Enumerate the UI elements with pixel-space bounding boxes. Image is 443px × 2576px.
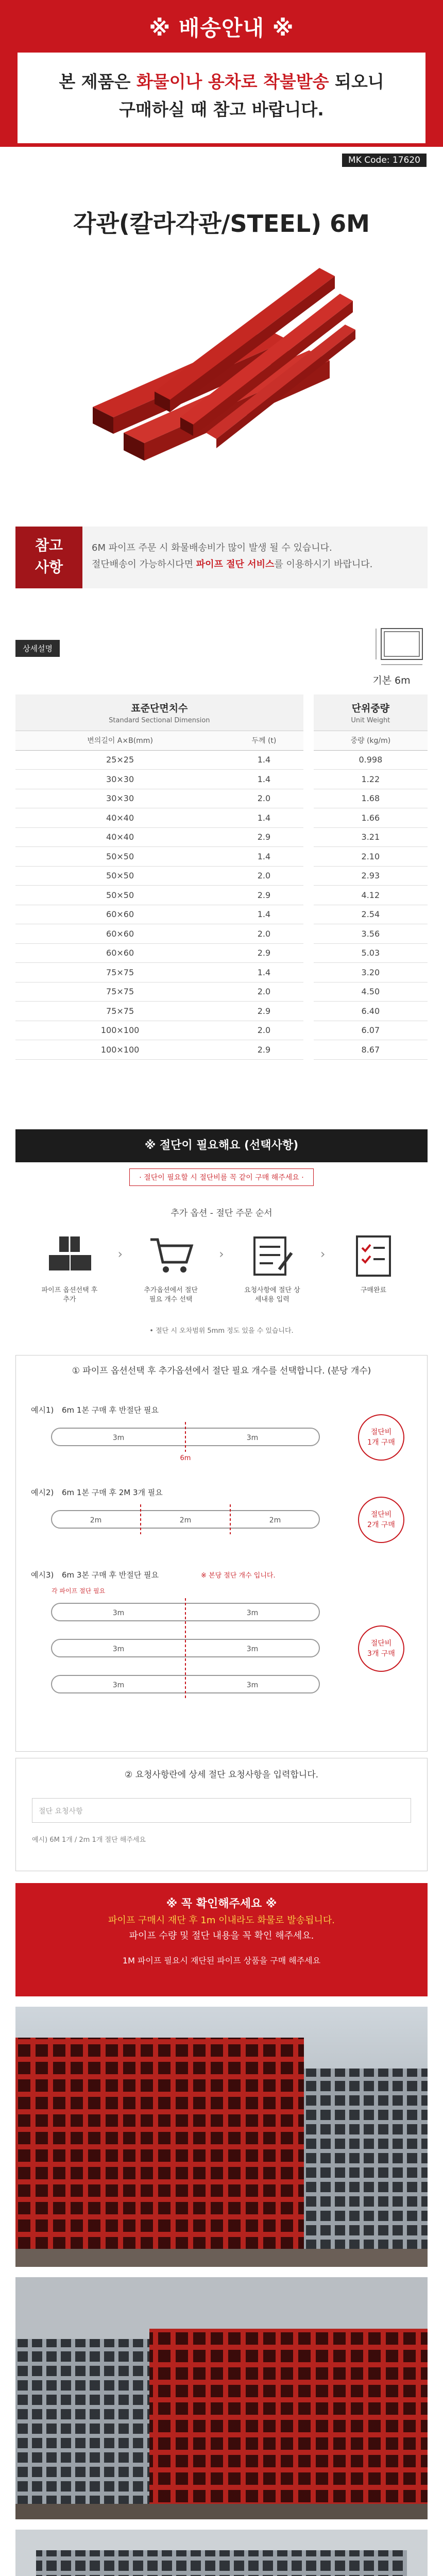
order-steps: [41, 1232, 402, 1315]
ex2-label: 예시2): [31, 1488, 54, 1497]
ex3-side: 각 파이프 절단 필요: [52, 1587, 106, 1595]
spec-size-cell: 40×40: [15, 827, 225, 847]
spec-row: [15, 750, 428, 770]
spec-weight-cell: 3.21: [314, 827, 428, 847]
mk-code-badge: MK Code: 17620: [342, 154, 427, 167]
ex2-badge-l1: 절단비: [370, 1511, 392, 1519]
spec-weight-cell: 3.56: [314, 924, 428, 944]
step-1: [41, 1232, 98, 1315]
spec-thickness-cell: 1.4: [225, 963, 303, 982]
ex3-badge: [359, 1626, 404, 1671]
ex1-seg2: 3m: [246, 1434, 259, 1442]
spec-weight-cell: 3.20: [314, 963, 428, 982]
ex3-text: 6m 3본 구매 후 반절단 필요: [62, 1570, 159, 1580]
warehouse-photo-2: [15, 2277, 428, 2519]
spec-weight-cell: 1.68: [314, 789, 428, 808]
spec-sub-size: 변의길이 A×B(mm): [15, 731, 225, 750]
shipping-notice-line2: 구매하실 때 참고 바랍니다.: [119, 99, 324, 120]
shipping-notice-box: [18, 53, 425, 143]
cross-section-diagram: [366, 623, 428, 670]
spec-row: [15, 963, 428, 982]
spec-sub-thickness: 두께 (t): [225, 731, 303, 750]
notice-highlight: 화물이나 용차로 착불발송: [136, 72, 329, 92]
step-2-text: 추가옵션에서 절단필요 개수 선택: [144, 1286, 198, 1303]
ex3-seg: 3m: [246, 1645, 259, 1653]
spec-thickness-cell: 1.4: [225, 847, 303, 867]
spec-weight-cell: 8.67: [314, 1040, 428, 1060]
spec-weight-cell: 2.93: [314, 866, 428, 886]
spec-weight-cell: 5.03: [314, 943, 428, 963]
ex3-badge-l1: 절단비: [370, 1639, 392, 1648]
spec-size-cell: 100×100: [15, 1040, 225, 1060]
spec-thickness-cell: 2.9: [225, 1040, 303, 1060]
reference-line2: [92, 556, 428, 573]
spec-head-dimension: 표준단면치수 Standard Sectional Dimension: [15, 694, 303, 731]
shipping-notice-title: ※ 배송안내 ※: [149, 15, 294, 41]
ex1-badge-l1: 절단비: [370, 1428, 392, 1436]
cutting-example-diagram: [31, 1397, 422, 1732]
warning-line2: 파이프 수량 및 절단 내용을 꼭 확인 해주세요.: [129, 1930, 314, 1941]
reference-label: [15, 527, 82, 588]
spec-head-weight: 단위중량 Unit Weight: [314, 694, 428, 731]
spec-row: [15, 847, 428, 867]
checklist-icon: [349, 1232, 398, 1279]
ex3-seg: 3m: [246, 1681, 259, 1689]
spec-size-cell: 50×50: [15, 847, 225, 867]
request-hint: 예시) 6M 1개 / 2m 1개 절단 해주세요: [32, 1836, 146, 1844]
detail-badge: 상세설명: [15, 640, 60, 657]
ex2-seg2: 2m: [179, 1516, 192, 1524]
shipping-notice-line1: [18, 68, 425, 96]
spec-size-cell: 30×30: [15, 789, 225, 808]
spec-row: [15, 808, 428, 828]
spec-subheader-row: [15, 731, 428, 750]
reference-label-line1: 참고: [35, 537, 63, 554]
steps-note: • 절단 시 오차범위 5mm 정도 있을 수 있습니다.: [149, 1327, 294, 1335]
spec-weight-cell: 1.22: [314, 770, 428, 789]
ex2-badge: [359, 1497, 404, 1543]
cutting-banner: ※ 절단이 필요해요 (선택사항): [15, 1129, 428, 1162]
spec-thickness-cell: 1.4: [225, 750, 303, 770]
step-3: [244, 1232, 300, 1315]
warning-title: ※ 꼭 확인해주세요 ※: [166, 1897, 277, 1910]
step-4-text: 구매완료: [360, 1286, 387, 1294]
spec-sub-weight: 중량 (kg/m): [314, 731, 428, 750]
cutting-sub: [0, 1168, 443, 1186]
spec-row: [15, 1040, 428, 1060]
step-1-text: 파이프 옵션선택 후 추가: [41, 1286, 98, 1303]
ex1-badge: [359, 1415, 404, 1460]
spec-table: [15, 694, 428, 1060]
request-title: ② 요청사항란에 상세 절단 요청사항을 입력합니다.: [124, 1770, 319, 1780]
spec-weight-cell: 2.54: [314, 905, 428, 924]
spec-size-cell: 25×25: [15, 750, 225, 770]
ex3-note: ※ 본당 절단 개수 입니다.: [201, 1572, 276, 1580]
spec-row: [15, 905, 428, 924]
ex3-seg: 3m: [112, 1681, 125, 1689]
spec-row: [15, 827, 428, 847]
ex1-label: 예시1): [31, 1405, 54, 1415]
spec-thickness-cell: 2.0: [225, 866, 303, 886]
step-3-text: 요청사항에 절단 상세내용 입력: [244, 1286, 300, 1303]
reference-line2-a: 절단배송이 가능하시다면: [92, 559, 196, 570]
ex1-text: 6m 1본 구매 후 반절단 필요: [62, 1405, 159, 1415]
spec-row: [15, 982, 428, 1002]
steps-title: 추가 옵션 - 절단 주문 순서: [171, 1208, 272, 1218]
ex1-badge-l2: 1개 구매: [367, 1438, 395, 1447]
spec-size-cell: 60×60: [15, 924, 225, 944]
spec-weight-cell: 0.998: [314, 750, 428, 770]
spec-size-cell: 50×50: [15, 866, 225, 886]
reference-note: [15, 527, 428, 588]
reference-line1: 6M 파이프 주문 시 화물배송비가 많이 발생 될 수 있습니다.: [92, 543, 332, 553]
spec-size-cell: 50×50: [15, 886, 225, 905]
spec-thickness-cell: 1.4: [225, 770, 303, 789]
ex3-badge-l2: 3개 구매: [367, 1650, 395, 1658]
spec-weight-cell: 2.10: [314, 847, 428, 867]
warning-line1: 파이프 구매시 재단 후 1m 이내라도 화물로 발송됩니다.: [108, 1915, 335, 1926]
diagram-caption: 기본 6m: [372, 675, 411, 686]
spec-row: [15, 1002, 428, 1021]
spec-thickness-cell: 2.9: [225, 1002, 303, 1021]
spec-size-cell: 60×60: [15, 905, 225, 924]
ex1-cut-mark: 6m: [180, 1454, 191, 1462]
ex3-pipes: [52, 1598, 319, 1699]
arrow-icon: ›: [117, 1247, 123, 1261]
spec-size-cell: 30×30: [15, 770, 225, 789]
spec-weight-cell: 4.12: [314, 886, 428, 905]
ex2-text: 6m 1본 구매 후 2M 3개 필요: [62, 1488, 163, 1497]
spec-row: [15, 866, 428, 886]
cutting-example-title: ① 파이프 옵션선택 후 추가옵션에서 절단 필요 개수를 선택합니다. (분당 개수): [72, 1366, 371, 1376]
spec-thickness-cell: 2.9: [225, 827, 303, 847]
warehouse-photo-3: [15, 2530, 428, 2576]
ex3-label: 예시3): [31, 1570, 54, 1580]
reference-line2-red: 파이프 절단 서비스: [196, 559, 275, 570]
reference-body: [82, 527, 428, 588]
shipping-notice: [0, 0, 443, 147]
ex2-seg3: 2m: [269, 1516, 281, 1524]
reference-line2-b: 를 이용하시기 바랍니다.: [274, 559, 373, 570]
request-input[interactable]: 절단 요청사항: [32, 1798, 411, 1823]
spec-thickness-cell: 2.9: [225, 943, 303, 963]
spec-row: [15, 789, 428, 808]
spec-row: [15, 943, 428, 963]
cutting-sub-text: · 절단이 필요할 시 절단비를 꼭 같이 구매 해주세요 ·: [129, 1168, 313, 1186]
warning-box: [15, 1883, 428, 1996]
ex1-seg1: 3m: [112, 1434, 125, 1442]
spec-size-cell: 75×75: [15, 982, 225, 1002]
step-4: [345, 1232, 402, 1315]
spec-thickness-cell: 1.4: [225, 808, 303, 828]
spec-weight-cell: 4.50: [314, 982, 428, 1002]
spec-size-cell: 75×75: [15, 963, 225, 982]
spec-weight-cell: 6.40: [314, 1002, 428, 1021]
notice-text-a: 본 제품은: [59, 72, 137, 92]
notice-text-b: 되오니: [329, 72, 384, 92]
warning-foot: 1M 파이프 필요시 재단된 파이프 상품을 구매 해주세요: [122, 1956, 321, 1965]
spec-thickness-cell: 2.0: [225, 789, 303, 808]
spec-row: [15, 1021, 428, 1040]
spec-thickness-cell: 2.9: [225, 886, 303, 905]
ex2-badge-l2: 2개 구매: [367, 1521, 395, 1529]
arrow-icon: ›: [320, 1247, 326, 1261]
spec-size-cell: 40×40: [15, 808, 225, 828]
step-2: [143, 1232, 199, 1315]
reference-label-line2: 사항: [35, 558, 63, 575]
spec-row: [15, 924, 428, 944]
ex2-seg1: 2m: [90, 1516, 102, 1524]
spec-size-cell: 60×60: [15, 943, 225, 963]
boxes-icon: [45, 1232, 94, 1279]
form-icon: [247, 1232, 297, 1279]
ex3-seg: 3m: [112, 1645, 125, 1653]
ex3-seg: 3m: [112, 1609, 125, 1617]
spec-size-cell: 75×75: [15, 1002, 225, 1021]
spec-row: [15, 770, 428, 789]
spec-thickness-cell: 2.0: [225, 1021, 303, 1040]
warehouse-photo-1: [15, 2007, 428, 2267]
ex3-seg: 3m: [246, 1609, 259, 1617]
spec-thickness-cell: 2.0: [225, 924, 303, 944]
spec-weight-cell: 1.66: [314, 808, 428, 828]
cart-icon: [146, 1232, 196, 1279]
spec-thickness-cell: 2.0: [225, 982, 303, 1002]
spec-thickness-cell: 1.4: [225, 905, 303, 924]
arrow-icon: ›: [219, 1247, 224, 1261]
spec-size-cell: 100×100: [15, 1021, 225, 1040]
product-photo: [77, 237, 366, 484]
spec-row: [15, 886, 428, 905]
product-title: 각관(칼라각관/STEEL) 6M: [73, 210, 370, 238]
spec-weight-cell: 6.07: [314, 1021, 428, 1040]
